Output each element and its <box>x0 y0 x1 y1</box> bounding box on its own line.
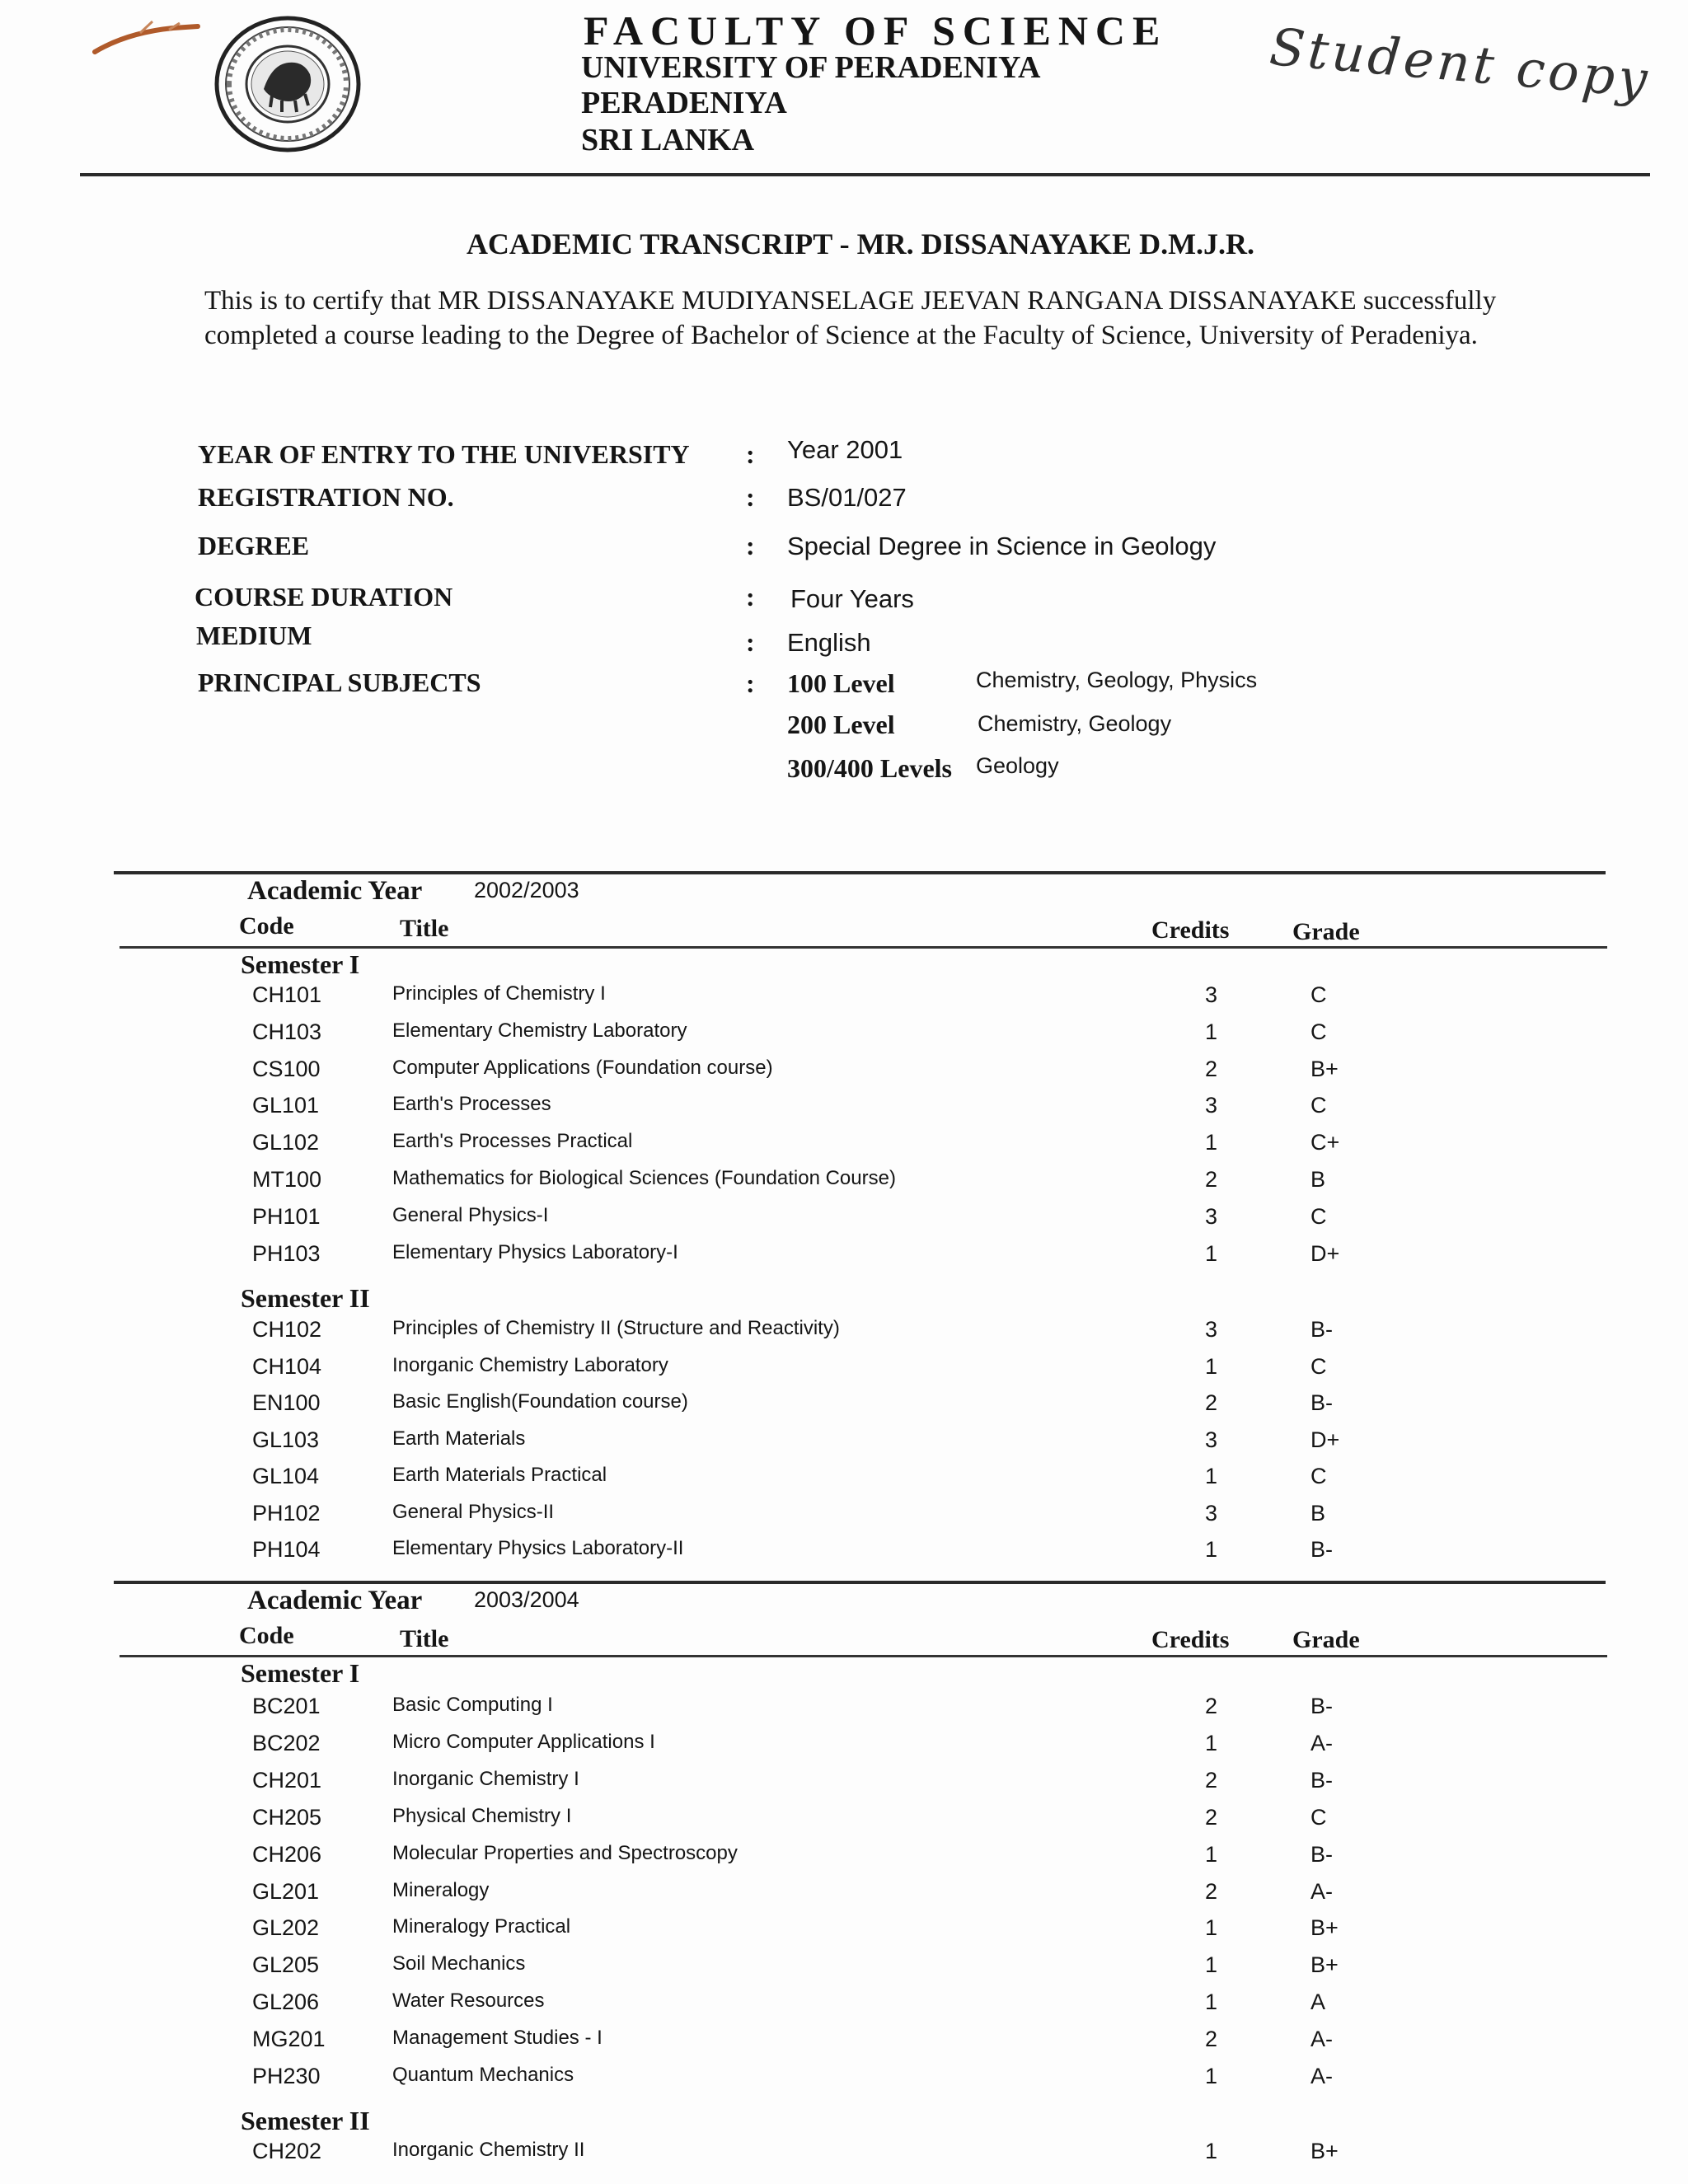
course-code: CH104 <box>252 1353 322 1379</box>
column-header-credits: Credits <box>1151 916 1230 944</box>
course-code: GL206 <box>252 1990 320 2015</box>
course-code: CH102 <box>252 1317 322 1342</box>
course-row <box>0 1241 1688 1277</box>
course-credits: 1 <box>1205 1130 1218 1155</box>
medium-value: English <box>787 628 871 657</box>
course-grade: C <box>1311 1464 1327 1488</box>
course-grade: B <box>1311 1167 1326 1192</box>
course-grade: C <box>1311 982 1327 1007</box>
course-row <box>0 1204 1688 1240</box>
course-code: CS100 <box>252 1056 321 1081</box>
handwritten-student-copy-note: Student copy <box>1267 16 1653 110</box>
course-credits: 2 <box>1205 1694 1218 1718</box>
course-title: Principles of Chemistry I <box>392 982 606 1005</box>
course-row <box>0 1879 1688 1915</box>
course-grade: B+ <box>1311 1056 1339 1081</box>
academic-year-value: 2003/2004 <box>474 1587 579 1612</box>
course-credits: 1 <box>1205 2064 1218 2088</box>
course-code: PH230 <box>252 2064 321 2088</box>
course-grade: B- <box>1311 1537 1333 1562</box>
course-row <box>0 1694 1688 1730</box>
course-title: Management Studies - I <box>392 2027 603 2050</box>
course-title: Molecular Properties and Spectroscopy <box>392 1841 738 1864</box>
course-credits: 1 <box>1205 1990 1218 2015</box>
course-code: CH206 <box>252 1841 322 1867</box>
entry-year-value: Year 2001 <box>787 435 903 464</box>
course-code: PH102 <box>252 1500 321 1526</box>
level-label: 100 Level <box>787 668 895 698</box>
course-grade: B- <box>1311 1317 1333 1342</box>
town-name: PERADENIYA <box>581 86 787 120</box>
course-grade: B+ <box>1311 1952 1339 1978</box>
colon: : <box>746 531 755 560</box>
semester-label: Semester II <box>241 1283 370 1313</box>
course-row <box>0 1390 1688 1427</box>
course-title: Elementary Physics Laboratory-II <box>392 1537 684 1559</box>
semester-label: Semester II <box>241 2106 370 2135</box>
course-title: Inorganic Chemistry I <box>392 1767 579 1790</box>
course-grade: B- <box>1311 1390 1333 1415</box>
course-code: GL201 <box>252 1878 320 1904</box>
course-title: Physical Chemistry I <box>392 1804 572 1827</box>
course-title: Mineralogy Practical <box>392 1915 571 1938</box>
course-code: PH101 <box>252 1203 321 1229</box>
course-code: BC202 <box>252 1730 321 1755</box>
course-grade: B- <box>1311 1694 1333 1718</box>
course-code: CH201 <box>252 1767 322 1793</box>
course-row <box>0 1130 1688 1166</box>
column-header-title: Title <box>400 1625 449 1652</box>
column-header-code: Code <box>239 1622 294 1649</box>
colon: : <box>746 582 755 612</box>
course-title: General Physics-II <box>392 1500 555 1523</box>
course-row <box>0 1427 1688 1464</box>
colon: : <box>746 439 755 469</box>
course-row <box>0 1167 1688 1203</box>
course-grade: B+ <box>1311 1915 1339 1941</box>
course-credits: 1 <box>1205 1464 1218 1488</box>
academic-year-label: Academic Year <box>247 876 423 906</box>
course-title: Inorganic Chemistry Laboratory <box>392 1353 668 1376</box>
colon: : <box>746 627 755 657</box>
course-row <box>0 1915 1688 1952</box>
course-row <box>0 1019 1688 1056</box>
level-label: 300/400 Levels <box>787 753 952 783</box>
course-credits: 2 <box>1205 1167 1218 1192</box>
course-code: CH202 <box>252 2139 322 2163</box>
course-title: General Physics-I <box>392 1203 549 1226</box>
course-title: Basic English(Foundation course) <box>392 1390 688 1413</box>
course-title: Micro Computer Applications I <box>392 1730 655 1753</box>
course-credits: 1 <box>1205 1841 1218 1867</box>
course-code: CH103 <box>252 1019 322 1044</box>
course-row <box>0 1464 1688 1500</box>
course-grade: B+ <box>1311 2139 1339 2163</box>
semester-label: Semester I <box>241 949 360 979</box>
colon: : <box>746 482 755 512</box>
course-credits: 2 <box>1205 1878 1218 1904</box>
course-code: GL104 <box>252 1464 320 1488</box>
header-divider <box>80 173 1650 176</box>
course-title: Inorganic Chemistry II <box>392 2139 585 2161</box>
course-grade: B- <box>1311 1841 1333 1867</box>
registration-value: BS/01/027 <box>787 483 907 512</box>
course-credits: 3 <box>1205 982 1218 1007</box>
semester-label: Semester I <box>241 1658 360 1688</box>
course-credits: 2 <box>1205 1390 1218 1415</box>
course-code: GL202 <box>252 1915 320 1941</box>
course-credits: 1 <box>1205 1730 1218 1755</box>
course-credits: 3 <box>1205 1093 1218 1118</box>
course-title: Earth Materials Practical <box>392 1464 607 1486</box>
course-credits: 1 <box>1205 1353 1218 1379</box>
course-grade: D+ <box>1311 1240 1340 1266</box>
course-grade: D+ <box>1311 1427 1340 1452</box>
course-title: Computer Applications (Foundation course) <box>392 1056 773 1079</box>
course-title: Basic Computing I <box>392 1694 553 1716</box>
column-header-code: Code <box>239 912 294 940</box>
course-credits: 3 <box>1205 1500 1218 1526</box>
course-grade: C <box>1311 1804 1327 1830</box>
course-row <box>0 1731 1688 1767</box>
course-title: Earth Materials <box>392 1427 526 1450</box>
course-title: Quantum Mechanics <box>392 2064 574 2086</box>
course-credits: 1 <box>1205 1915 1218 1941</box>
course-code: CH101 <box>252 982 322 1007</box>
course-credits: 3 <box>1205 1427 1218 1452</box>
course-credits: 1 <box>1205 1019 1218 1044</box>
pen-mark <box>91 15 206 58</box>
column-header-grade: Grade <box>1292 1626 1360 1653</box>
course-grade: C <box>1311 1093 1327 1118</box>
course-grade: A- <box>1311 2064 1333 2088</box>
level-subjects: Geology <box>976 753 1059 778</box>
course-grade: A- <box>1311 1878 1333 1904</box>
level-subjects: Chemistry, Geology, Physics <box>976 668 1258 692</box>
faculty-heading: FACULTY OF SCIENCE <box>584 7 1168 54</box>
course-code: CH205 <box>252 1804 322 1830</box>
university-name: UNIVERSITY OF PERADENIYA <box>581 50 1041 85</box>
course-row <box>0 1768 1688 1804</box>
course-title: Elementary Physics Laboratory-I <box>392 1240 678 1263</box>
degree-label: DEGREE <box>198 531 310 560</box>
certification-line-2: completed a course leading to the Degree of Bachelor of Science at the Faculty of Science, University of Peradeniya. <box>204 321 1478 350</box>
column-header-grade: Grade <box>1292 918 1360 945</box>
course-grade: C <box>1311 1203 1327 1229</box>
level-label: 200 Level <box>787 710 895 739</box>
course-title: Soil Mechanics <box>392 1952 526 1975</box>
section-divider <box>114 1581 1606 1584</box>
country-name: SRI LANKA <box>581 123 755 157</box>
course-code: PH103 <box>252 1240 321 1266</box>
course-title: Elementary Chemistry Laboratory <box>392 1019 687 1042</box>
course-code: GL101 <box>252 1093 320 1118</box>
course-row <box>0 2027 1688 2063</box>
principal-subjects-label: PRINCIPAL SUBJECTS <box>198 668 481 697</box>
course-title: Earth's Processes Practical <box>392 1130 633 1153</box>
course-title: Mineralogy <box>392 1878 490 1901</box>
course-credits: 1 <box>1205 1952 1218 1978</box>
certification-line-1: This is to certify that MR DISSANAYAKE MUDIYANSELAGE JEEVAN RANGANA DISSANAYAKE successfully <box>204 286 1497 316</box>
course-credits: 2 <box>1205 1056 1218 1081</box>
level-subjects: Chemistry, Geology <box>978 711 1172 736</box>
section-divider <box>114 871 1606 874</box>
course-title: Earth's Processes <box>392 1093 551 1116</box>
course-credits: 1 <box>1205 1537 1218 1562</box>
course-credits: 3 <box>1205 1317 1218 1342</box>
course-credits: 1 <box>1205 2139 1218 2163</box>
course-grade: B- <box>1311 1767 1333 1793</box>
course-grade: C+ <box>1311 1130 1340 1155</box>
course-row <box>0 2064 1688 2100</box>
medium-label: MEDIUM <box>196 621 312 650</box>
university-seal-logo <box>213 15 363 153</box>
header-underline <box>120 946 1607 949</box>
course-code: PH104 <box>252 1537 321 1562</box>
column-header-title: Title <box>400 915 449 942</box>
course-row <box>0 1501 1688 1537</box>
course-row <box>0 1952 1688 1989</box>
colon: : <box>746 668 755 698</box>
registration-label: REGISTRATION NO. <box>198 482 454 512</box>
course-grade: A- <box>1311 1730 1333 1755</box>
course-grade: C <box>1311 1353 1327 1379</box>
course-code: MG201 <box>252 2027 326 2052</box>
course-title: Principles of Chemistry II (Structure and Reactivity) <box>392 1317 840 1339</box>
course-code: EN100 <box>252 1390 321 1415</box>
course-row <box>0 1057 1688 1093</box>
course-credits: 2 <box>1205 1804 1218 1830</box>
course-row <box>0 1990 1688 2026</box>
course-row <box>0 1842 1688 1878</box>
course-title: Water Resources <box>392 1990 545 2013</box>
course-credits: 3 <box>1205 1203 1218 1229</box>
course-credits: 2 <box>1205 2027 1218 2052</box>
header-underline <box>120 1655 1607 1657</box>
course-grade: A- <box>1311 2027 1333 2052</box>
degree-value: Special Degree in Science in Geology <box>787 532 1217 560</box>
course-row <box>0 1354 1688 1390</box>
course-code: GL205 <box>252 1952 320 1978</box>
academic-year-value: 2002/2003 <box>474 878 579 902</box>
course-row <box>0 1805 1688 1841</box>
course-row <box>0 1093 1688 1129</box>
transcript-title: ACADEMIC TRANSCRIPT - MR. DISSANAYAKE D.M.J.R. <box>466 227 1255 260</box>
course-code: GL103 <box>252 1427 320 1452</box>
duration-value: Four Years <box>790 584 914 613</box>
course-grade: A <box>1311 1990 1326 2015</box>
course-code: BC201 <box>252 1694 321 1718</box>
course-row <box>0 982 1688 1019</box>
duration-label: COURSE DURATION <box>195 582 453 612</box>
course-code: GL102 <box>252 1130 320 1155</box>
course-title: Mathematics for Biological Sciences (Foundation Course) <box>392 1167 896 1189</box>
course-row <box>0 1317 1688 1353</box>
course-row <box>0 1537 1688 1573</box>
course-grade: B <box>1311 1500 1326 1526</box>
academic-year-label: Academic Year <box>247 1586 423 1615</box>
course-code: MT100 <box>252 1167 322 1192</box>
course-grade: C <box>1311 1019 1327 1044</box>
course-credits: 2 <box>1205 1767 1218 1793</box>
course-row <box>0 2139 1688 2175</box>
entry-year-label: YEAR OF ENTRY TO THE UNIVERSITY <box>198 439 690 469</box>
course-credits: 1 <box>1205 1240 1218 1266</box>
column-header-credits: Credits <box>1151 1626 1230 1653</box>
